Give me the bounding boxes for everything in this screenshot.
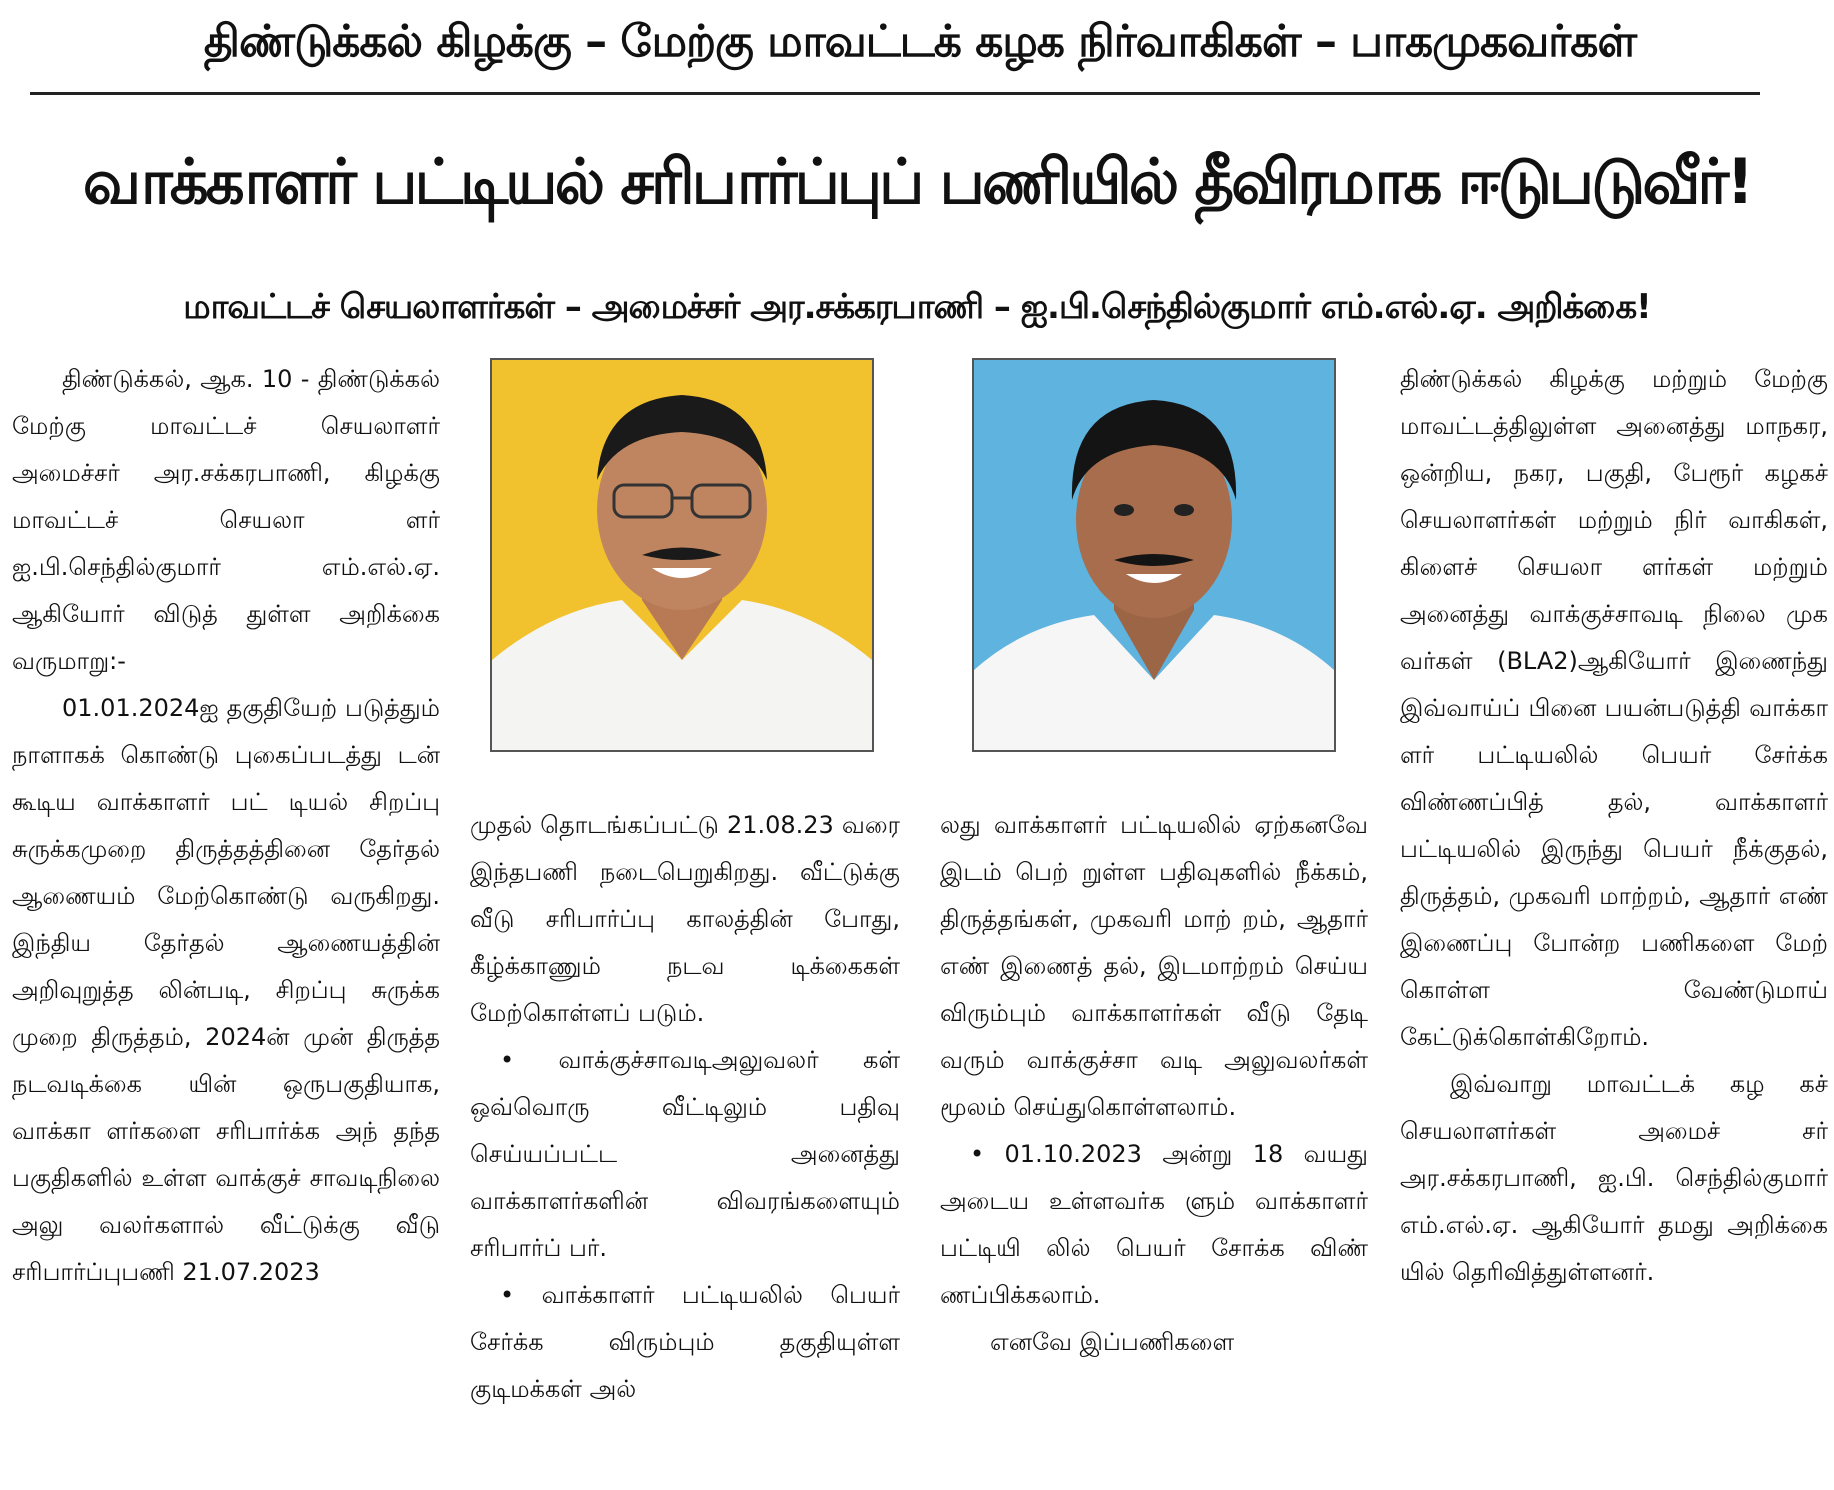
article-column-3 [940, 802, 1368, 1366]
kicker-heading: திண்டுக்கல் கிழக்கு – மேற்கு மாவட்டக் கழக நிர்வாகிகள் – பாகமுகவர்கள் [203, 16, 1637, 67]
paragraph: திண்டுக்கல் கிழக்கு மற்றும் மேற்கு மாவட்டத்திலுள்ள அனைத்து மாநகர, ஒன்றிய, நகர, பகுதி, பேரூர் கழகச் செயலாளர்கள் மற்றும் நிர் வாகிகள், கிளைச் செயலா ளர்கள் மற்றும் அனைத்து வாக்குச்சாவடி நிலை முக வர்கள் (BLA2)ஆகியோர் இணைந்து இவ்வாய்ப் பினை பயன்படுத்தி வாக்கா ளர் பட்டியலில் பெயர் சேர்க்க விண்ணப்பித் தல், வாக்காளர் பட்டியலில் இருந்து பெயர் நீக்குதல், திருத்தம், முகவரி மாற்றம், ஆதார் எண் இணைப்பு போன்ற பணிகளை மேற் கொள்ள வேண்டுமாய் கேட்டுக்கொள்கிறோம். [1400, 365, 1828, 1051]
bullet-paragraph: • வாக்காளர் பட்டியலில் பெயர் சேர்க்க விரும்பும் தகுதியுள்ள குடிமக்கள் அல் [470, 1281, 900, 1403]
paragraph: இவ்வாறு மாவட்டக் கழ கச் செயலாளர்கள் அமைச் சர் அர.சக்கரபாணி, ஐ.பி. செந்தில்குமார் எம்.எல்.ஏ. ஆகியோர் தமது அறிக்கை யில் தெரிவித்துள்ளனர். [1400, 1070, 1828, 1286]
paragraph: எனவே இப்பணிகளை [990, 1328, 1235, 1356]
heading-rule [30, 92, 1760, 95]
paragraph: முதல் தொடங்கப்பட்டு 21.08.23 வரை இந்தபணி நடைபெறுகிறது. வீட்டுக்கு வீடு சரிபார்ப்பு காலத்தின் போது, கீழ்க்காணும் நடவ டிக்கைகள் மேற்கொள்ளப் படும். [470, 811, 900, 1027]
paragraph: 01.01.2024ஐ தகுதியேற் படுத்தும் நாளாகக் கொண்டு புகைப்படத்து டன் கூடிய வாக்காளர் பட் டியல் சிறப்பு சுருக்கமுறை திருத்தத்தினை தேர்தல் ஆணையம் மேற்கொண்டு வருகிறது. இந்திய தேர்தல் ஆணையத்தின் அறிவுறுத்த லின்படி, சிறப்பு சுருக்க முறை திருத்தம், 2024ன் முன் திருத்த நடவடிக்கை யின் ஒருபகுதியாக, வாக்கா ளர்களை சரிபார்க்க அந் தந்த பகுதிகளில் உள்ள வாக்குச் சாவடிநிலை அலு வலர்களால் வீட்டுக்கு வீடு சரிபார்ப்புபணி 21.07.2023 [12, 694, 440, 1286]
photo-ip-senthilkumar [972, 358, 1336, 752]
paragraph: லது வாக்காளர் பட்டியலில் ஏற்கனவே இடம் பெற் றுள்ள பதிவுகளில் நீக்கம், திருத்தங்கள், முகவரி மாற் றம், ஆதார் எண் இணைத் தல், இடமாற்றம் செய்ய விரும்பும் வாக்காளர்கள் வீடு தேடி வரும் வாக்குச்சா வடி அலுவலர்கள் மூலம் செய்துகொள்ளலாம். [940, 811, 1368, 1121]
article-column-2 [470, 802, 900, 1413]
article-column-4 [1400, 356, 1828, 1296]
sub-headline: மாவட்டச் செயலாளர்கள் – அமைச்சர் அர.சக்கரபாணி – ஐ.பி.செந்தில்குமார் எம்.எல்.ஏ. அறிக்கை! [183, 287, 1651, 327]
article-column-1 [12, 356, 440, 1296]
photo-minister-sakkarapani [490, 358, 874, 752]
paragraph: திண்டுக்கல், ஆக. 10 - திண்டுக்கல் மேற்கு மாவட்டச் செயலாளர் அமைச்சர் அர.சக்கரபாணி, கிழக்கு மாவட்டச் செயலா ளர் ஐ.பி.செந்தில்குமார் எம்.எல்.ஏ. ஆகியோர் விடுத் துள்ள அறிக்கை வருமாறு:- [12, 365, 440, 675]
main-headline: வாக்காளர் பட்டியல் சரிபார்ப்புப் பணியில் தீவிரமாக ஈடுபடுவீர்! [82, 145, 1752, 218]
bullet-paragraph: • 01.10.2023 அன்று 18 வயது அடைய உள்ளவர்க ளும் வாக்காளர் பட்டியி லில் பெயர் சோக்க விண் ணப்பிக்கலாம். [940, 1140, 1368, 1309]
bullet-paragraph: • வாக்குச்சாவடிஅலுவலர் கள் ஒவ்வொரு வீட்டிலும் பதிவு செய்யப்பட்ட அனைத்து வாக்காளர்களின் விவரங்களையும் சரிபார்ப் பர். [470, 1046, 900, 1262]
